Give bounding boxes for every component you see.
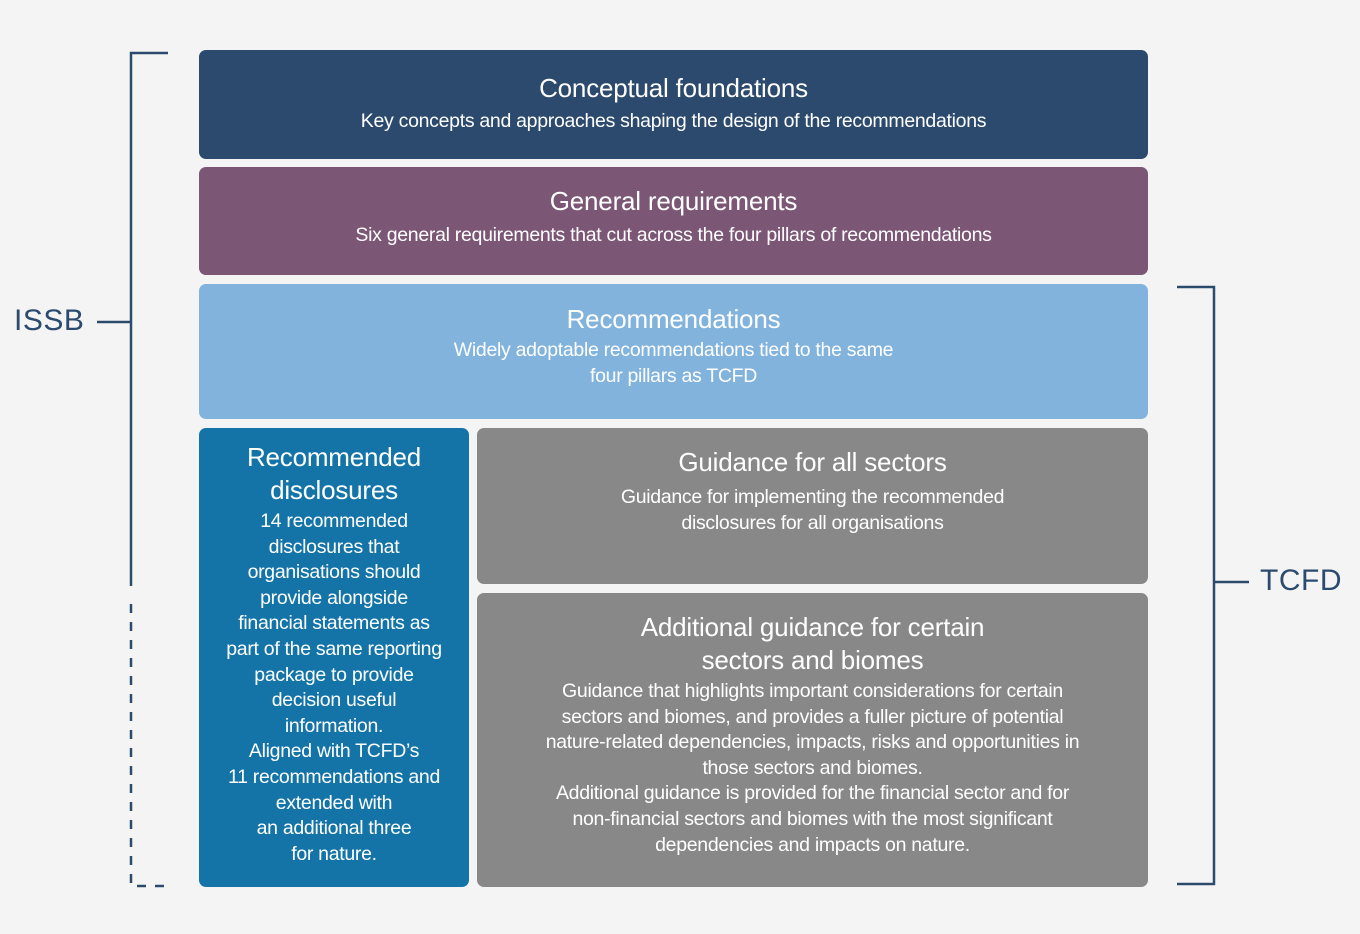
general-requirements-title: General requirements [549,186,798,216]
conceptual-foundations-title: Conceptual foundations [539,73,808,103]
general-requirements-box [199,167,1148,275]
guidance-all-sectors-description: Guidance for implementing the recommended disclosures for all organisations [620,486,1005,534]
additional-guidance-box [477,593,1148,887]
additional-guidance-description: Guidance that highlights important considerations for certain sectors and biomes, and provides a fuller picture of potential nature-related dependencies, impacts, risks and opportunities in those sectors and biomes. Additional guidance is provided for the financial sector and for non-financial sectors and biomes with the most significant dependencies and impacts on nature. [545,680,1080,856]
conceptual-foundations-description: Key concepts and approaches shaping the design of the recommendations [360,110,987,132]
recommendations-title: Recommendations [566,304,781,334]
conceptual-foundations-box [199,50,1148,159]
tcfd-label: TCFD [1260,564,1342,597]
recommended-disclosures-box [199,428,469,887]
recommended-disclosures-title: Recommended disclosures [246,442,422,505]
issb-label: ISSB [14,304,85,337]
additional-guidance-title: Additional guidance for certain sectors and biomes [640,612,985,675]
recommendations-description: Widely adoptable recommendations tied to the same four pillars as TCFD [453,339,894,387]
recommendations-box [199,284,1148,419]
recommended-disclosures-description: 14 recommended disclosures that organisations should provide alongside financial statements as part of the same reporting package to provide decision useful information. Aligned with TCFD’s 11 recommendations and extended with an additional three for nature. [226,510,442,865]
guidance-all-sectors-box [477,428,1148,584]
tcfd-bracket [1177,287,1214,884]
guidance-all-sectors-title: Guidance for all sectors [678,447,947,477]
issb-bracket-dashed [131,604,168,886]
general-requirements-description: Six general requirements that cut across the four pillars of recommendations [355,224,992,246]
issb-bracket-solid [131,53,168,586]
